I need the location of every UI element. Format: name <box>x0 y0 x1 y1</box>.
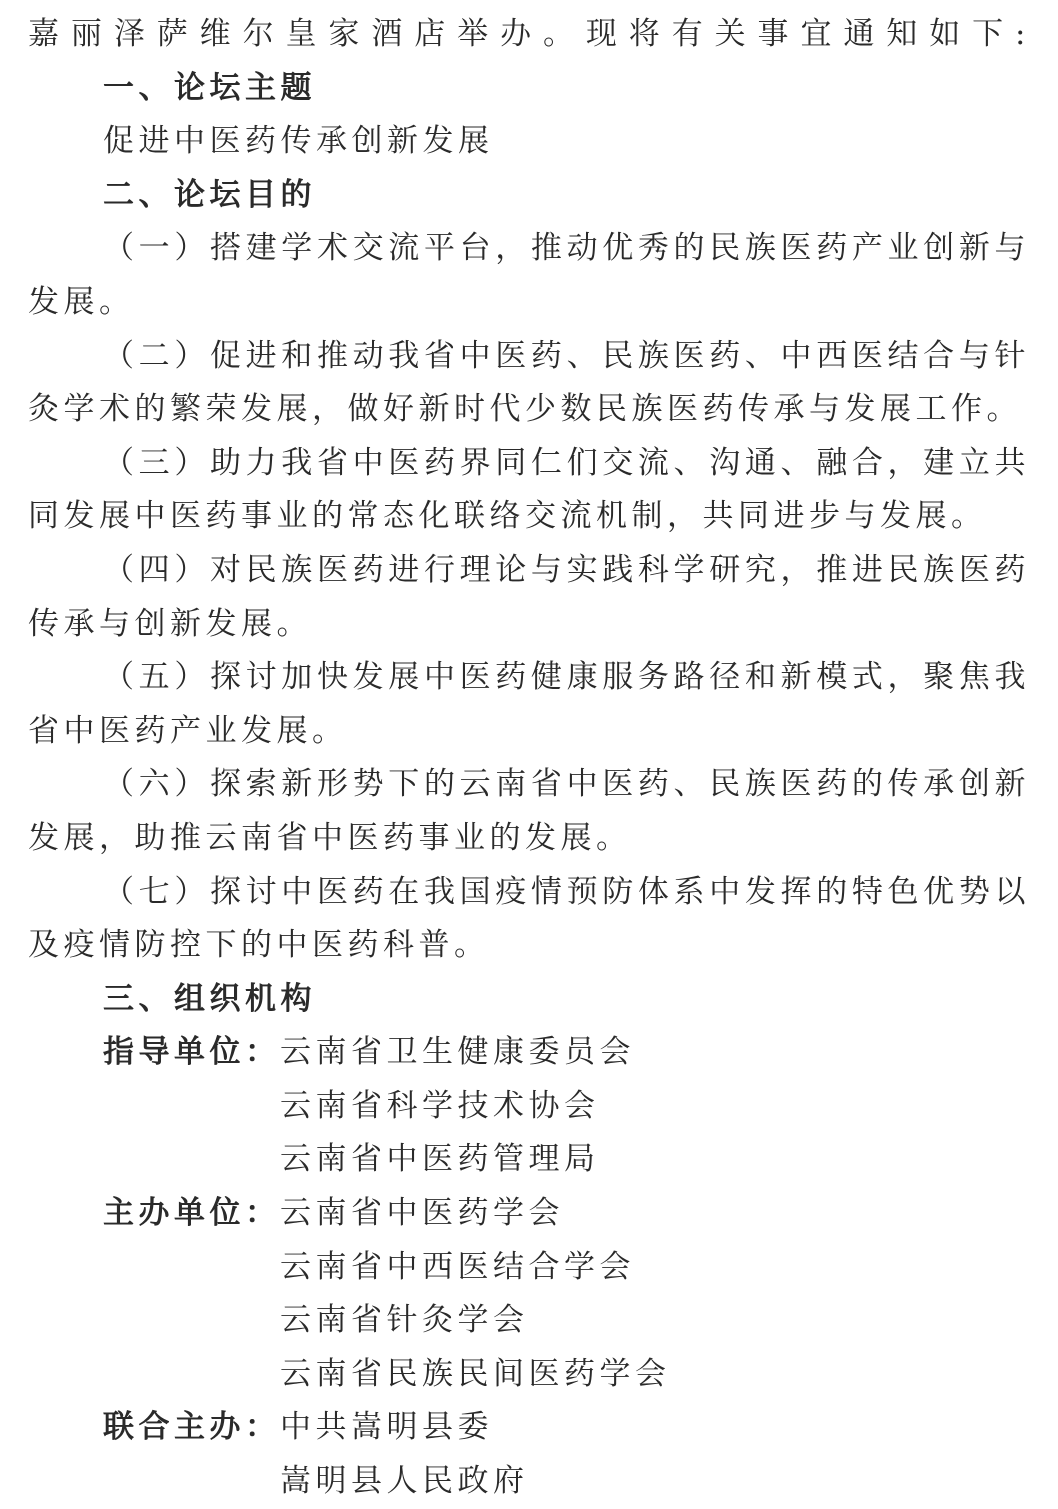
purpose-item-line: （六）探索新形势下的云南省中医药、民族医药的传承创新 <box>103 766 1030 803</box>
organization-role-label <box>103 1455 280 1509</box>
organization-name: 云南省科学技术协会 <box>280 1087 600 1124</box>
intro-line: 嘉丽泽萨维尔皇家酒店举办。现将有关事宜通知如下: <box>28 16 1030 52</box>
organization-role-label <box>103 1241 280 1295</box>
purpose-item-continuation: 发展，助推云南省中医药事业的发展。 <box>28 819 632 856</box>
organization-row <box>0 1241 1058 1295</box>
purpose-item-line: （二）促进和推动我省中医药、民族医药、中西医结合与针 <box>103 337 1030 374</box>
organization-name: 云南省民族民间医药学会 <box>280 1355 671 1392</box>
organization-role-label: 指导单位： <box>103 1034 281 1071</box>
purpose-item-line: （三）助力我省中医药界同仁们交流、沟通、融合，建立共 <box>103 444 1030 481</box>
organization-name: 云南省卫生健康委员会 <box>280 1034 635 1071</box>
notice-document <box>0 8 1058 1509</box>
organization-role-label: 联合主办： <box>103 1409 281 1446</box>
purpose-item-line: （五）探讨加快发展中医药健康服务路径和新模式，聚焦我 <box>103 659 1030 696</box>
organization-role-label <box>103 1080 280 1134</box>
organization-row <box>0 1133 1058 1187</box>
organization-name: 中共嵩明县委 <box>280 1409 493 1446</box>
organization-name: 云南省中医药管理局 <box>280 1141 600 1178</box>
purpose-item-continuation: 发展。 <box>28 283 135 320</box>
section-heading-theme: 一、论坛主题 <box>103 69 316 106</box>
purpose-item-continuation: 灸学术的繁荣发展，做好新时代少数民族医药传承与发展工作。 <box>28 391 1022 428</box>
organization-row <box>0 1294 1058 1348</box>
organization-role-label <box>103 1133 280 1187</box>
purpose-item-continuation: 及疫情防控下的中医药科普。 <box>28 927 490 964</box>
theme-text: 促进中医药传承创新发展 <box>103 123 494 160</box>
purpose-item-line: （一）搭建学术交流平台，推动优秀的民族医药产业创新与 <box>103 230 1030 267</box>
organization-row <box>0 1187 1058 1241</box>
organization-role-label <box>103 1348 280 1402</box>
organization-row <box>0 1026 1058 1080</box>
organization-role-label: 主办单位： <box>103 1195 281 1232</box>
section-heading-purpose: 二、论坛目的 <box>103 176 316 213</box>
organization-row <box>0 1401 1058 1455</box>
organization-name: 嵩明县人民政府 <box>280 1463 529 1500</box>
purpose-item-continuation: 同发展中医药事业的常态化联络交流机制，共同进步与发展。 <box>28 498 987 535</box>
purpose-item-line: （四）对民族医药进行理论与实践科学研究，推进民族医药 <box>103 551 1030 588</box>
organization-name: 云南省针灸学会 <box>280 1302 529 1339</box>
organization-row <box>0 1348 1058 1402</box>
organization-name: 云南省中医药学会 <box>280 1195 564 1232</box>
purpose-item-continuation: 省中医药产业发展。 <box>28 712 348 749</box>
organization-row <box>0 1080 1058 1134</box>
purpose-list <box>0 222 1058 972</box>
organization-row <box>0 1455 1058 1509</box>
purpose-item-line: （七）探讨中医药在我国疫情预防体系中发挥的特色优势以 <box>103 873 1030 910</box>
organization-role-label <box>103 1294 280 1348</box>
purpose-item-continuation: 传承与创新发展。 <box>28 605 312 642</box>
section-heading-organization: 三、组织机构 <box>103 980 316 1017</box>
organization-name: 云南省中西医结合学会 <box>280 1248 635 1285</box>
organization-list <box>0 1026 1058 1508</box>
